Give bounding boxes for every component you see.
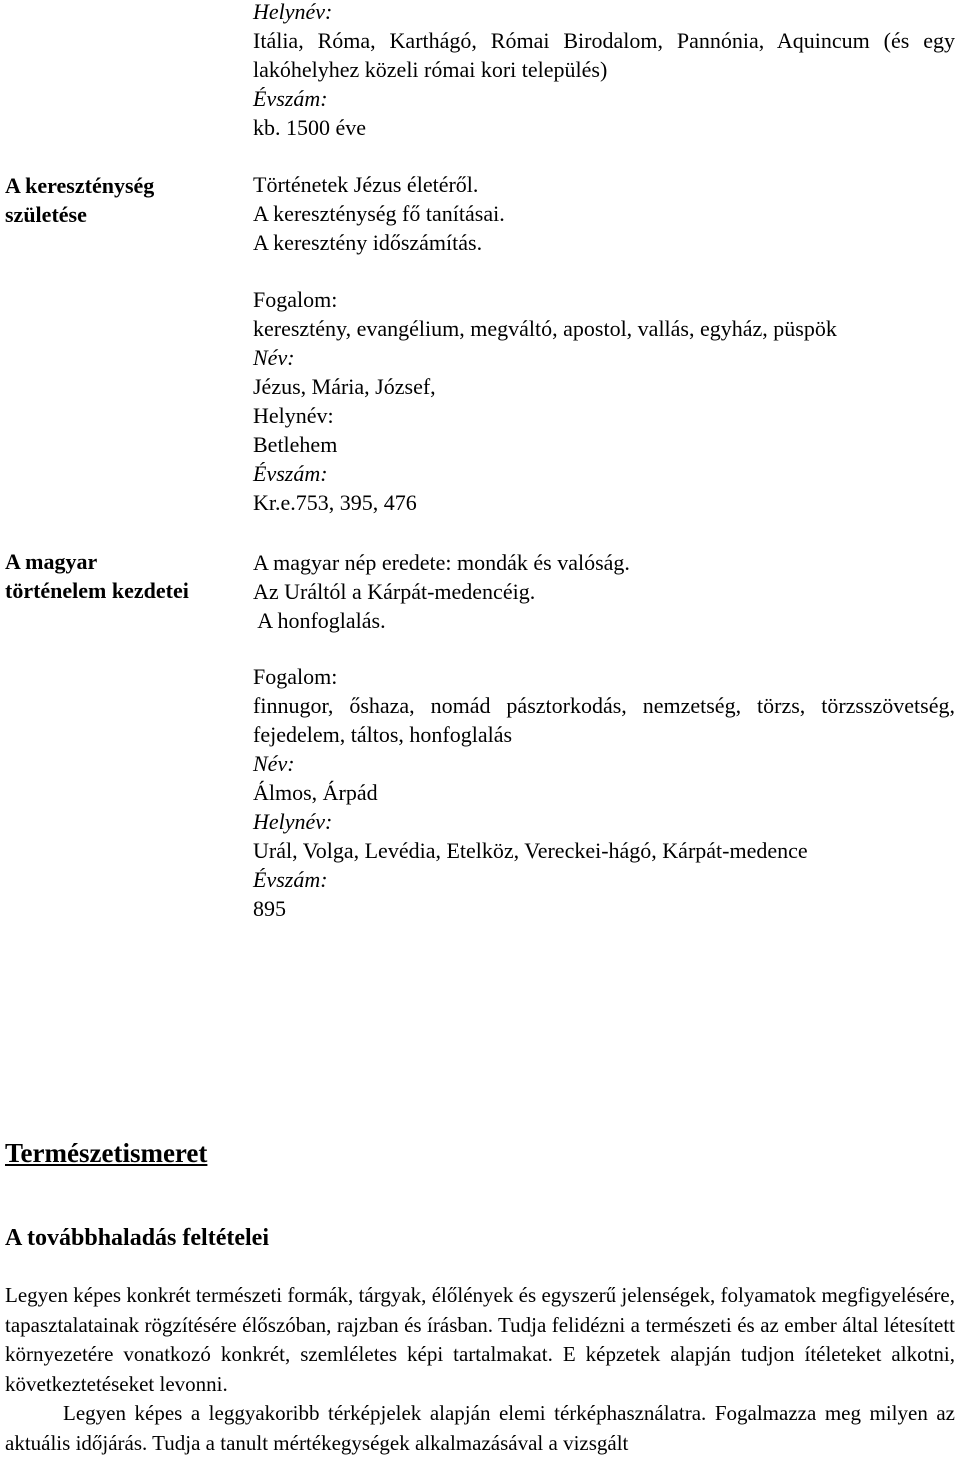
evszam-value: Kr.e.753, 395, 476 xyxy=(253,490,417,515)
topic-item: A keresztény időszámítás. xyxy=(253,230,483,255)
fogalom-label: Fogalom: xyxy=(253,287,338,312)
fogalom-label: Fogalom: xyxy=(253,664,338,689)
topic-item: A magyar nép eredete: mondák és valóság. xyxy=(253,550,630,575)
top-evszam-value: kb. 1500 éve xyxy=(253,115,367,140)
nev-value: Álmos, Árpád xyxy=(253,780,378,805)
helynev-value: Urál, Volga, Levédia, Etelköz, Vereckei-hágó, Kárpát-medence xyxy=(253,838,808,863)
section-content-christianity xyxy=(253,170,955,257)
section-title-christianity xyxy=(5,171,235,229)
top-helynev-label: Helynév: xyxy=(253,0,333,24)
subject-heading: Természetismeret xyxy=(5,1138,208,1168)
top-block xyxy=(253,0,955,142)
section-terms-christianity xyxy=(253,285,955,517)
topic-item: Történetek Jézus életéről. xyxy=(253,172,479,197)
top-evszam-label: Évszám: xyxy=(253,86,328,111)
fogalom-value: finnugor, őshaza, nomád pásztorkodás, nemzetség, törzs, törzsszövetség, fejedelem, táltos, honfoglalás xyxy=(253,693,955,747)
section-title-line2: születése xyxy=(5,202,87,227)
evszam-label: Évszám: xyxy=(253,461,328,486)
topic-item: Az Uráltól a Kárpát-medencéig. xyxy=(253,579,536,604)
helynev-label: Helynév: xyxy=(253,403,334,428)
subsection-heading: A továbbhaladás feltételei xyxy=(5,1225,269,1251)
helynev-value: Betlehem xyxy=(253,432,338,457)
section-title-line1: A kereszténység xyxy=(5,173,155,198)
nev-value: Jézus, Mária, József, xyxy=(253,374,436,399)
section-title-hungarian-history xyxy=(5,547,235,605)
section-title-line1: A magyar xyxy=(5,549,98,574)
section-title-line2: történelem kezdetei xyxy=(5,578,189,603)
requirements-paragraph-1: Legyen képes konkrét természeti formák, tárgyak, élőlények és egyszerű jelenségek, folyamatok megfigyelésére, tapasztalatainak rögzítésére élőszóban, rajzban és írásban. Tudja felidézni a természeti és az ember által létesített környezetére vonatkozó konkrét, szemléletes képi tartalmakat. E képzetek alapján tudjon ítéleteket alkotni, következtetéseket levonni. xyxy=(5,1283,955,1396)
evszam-label: Évszám: xyxy=(253,867,328,892)
section-content-hungarian-history xyxy=(253,548,955,635)
topic-item: A honfoglalás. xyxy=(253,608,386,633)
helynev-label: Helynév: xyxy=(253,809,333,834)
fogalom-value: keresztény, evangélium, megváltó, apostol, vallás, egyház, püspök xyxy=(253,316,837,341)
topic-item: A kereszténység fő tanításai. xyxy=(253,201,505,226)
top-helynev-value: Itália, Róma, Karthágó, Római Birodalom, Pannónia, Aquincum (és egy lakóhelyhez közeli római kori település) xyxy=(253,28,955,82)
evszam-value: 895 xyxy=(253,896,286,921)
section-terms-hungarian-history xyxy=(253,662,955,923)
nev-label: Név: xyxy=(253,345,295,370)
requirements-paragraph-2: Legyen képes a leggyakoribb térképjelek alapján elemi térképhasználatra. Fogalmazza meg milyen az aktuális időjárás. Tudja a tanult mértékegységek alkalmazásával a vizsgált xyxy=(5,1401,955,1455)
nev-label: Név: xyxy=(253,751,295,776)
